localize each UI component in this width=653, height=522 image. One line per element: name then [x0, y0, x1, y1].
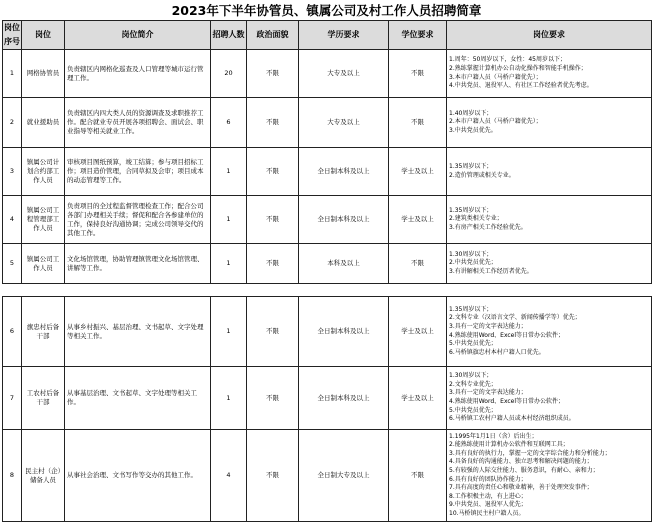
requirement-item: 1.35周岁以下；: [449, 305, 493, 313]
education-requirement: 本科及以上: [299, 244, 389, 284]
degree-requirement: 学士及以上: [389, 367, 447, 430]
education-requirement: 全日制本科及以上: [299, 297, 389, 367]
post-number: 3: [3, 148, 22, 196]
post-requirements: [447, 244, 652, 284]
requirement-item: 2.中共党员优先；: [449, 259, 497, 267]
post-intro: 从事乡村振兴、基层治理、文书起草、文字处理等相关工作。: [65, 297, 211, 367]
post-number: 2: [3, 98, 22, 148]
requirement-item: 4.具备良好的沟通能力、独立思考和解决问题的能力；: [449, 458, 593, 466]
header-degree: 学位要求: [389, 21, 447, 50]
requirement-item: 3.本市户籍人员（马桥户籍优先）；: [449, 73, 542, 81]
requirement-item: 3.具有一定的文字表达能力；: [449, 389, 527, 397]
header-count: 招聘人数: [211, 21, 247, 50]
requirement-item: 1.周年：50周岁以下，女性：45周岁以下；: [449, 56, 566, 64]
post-intro: 从事基层治理、文书起草、文字处理等相关工作。: [65, 367, 211, 430]
requirement-item: 1.35周岁以下；: [449, 206, 493, 214]
header-post: 岗位: [22, 21, 65, 50]
hire-count: 1: [211, 148, 247, 196]
requirement-item: 1.35周岁以下；: [449, 162, 493, 170]
education-requirement: 大专及以上: [299, 50, 389, 98]
header-row: [3, 21, 652, 50]
requirement-item: 10.马桥镇民主村户籍人员。: [449, 509, 525, 517]
education-requirement: 全日制本科及以上: [299, 196, 389, 244]
political-status: 不限: [247, 196, 299, 244]
post-name: 镇属公司工程管理部工作人员: [22, 196, 65, 244]
post-number: 7: [3, 367, 22, 430]
political-status: 不限: [247, 297, 299, 367]
degree-requirement: 学士及以上: [389, 297, 447, 367]
post-intro: 负责辖区内四大类人员的资源调查及求职推荐工作。配合就业专员开展各项招聘会、面试会、职业指导等相关就业工作。: [65, 98, 211, 148]
post-intro: 负责辖区内网格化巡查及人口管理等城市运行管理工作。: [65, 50, 211, 98]
header-education: 学历要求: [299, 21, 389, 50]
requirement-item: 8.工作积极主动，有上进心；: [449, 492, 527, 500]
political-status: 不限: [247, 367, 299, 430]
table-row: [3, 98, 652, 148]
table-row: [3, 297, 652, 367]
post-intro: 从事社会治理、文书写作等交办的其他工作。: [65, 430, 211, 522]
hire-count: 4: [211, 430, 247, 522]
header-political: 政治面貌: [247, 21, 299, 50]
requirement-item: 4.熟练使用Word、Excel等日常办公软件；: [449, 398, 565, 405]
post-number: 5: [3, 244, 22, 284]
page-title: 2023年下半年协管员、镇属公司及村工作人员招聘简章: [171, 3, 482, 18]
requirement-item: 3.有房产相关工作经验优先。: [449, 223, 527, 231]
requirement-item: 7.具有高度的责任心和敬业精神，善于处理突发事件；: [449, 484, 593, 492]
requirement-item: 2.熟练掌握计算机办公自动化操作和智能手机操作；: [449, 64, 587, 72]
table-row: [3, 148, 652, 196]
requirement-item: 2.本市户籍人员（马桥户籍优先）；: [449, 118, 542, 126]
requirement-item: 2.文科专业（汉语言文学、新闻传播学等）优先；: [449, 314, 581, 322]
post-number: 6: [3, 297, 22, 367]
requirement-item: 4.熟练使用Word、Excel等日常办公软件；: [449, 331, 565, 339]
post-requirements: [447, 196, 652, 244]
table-row: [3, 430, 652, 522]
post-name: 工农村后备干部: [22, 367, 65, 430]
requirement-item: 9.中共党员、退役军人优先；: [449, 501, 527, 509]
post-name: 民主村（企）储备人员: [22, 430, 65, 522]
hire-count: 1: [211, 297, 247, 367]
requirement-item: 5.中共党员优先；: [449, 406, 497, 414]
requirement-item: 3.具有良好的执行力，掌握一定的文字综合能力和分析能力；: [449, 449, 611, 457]
post-name: 旗忠村后备干部: [22, 297, 65, 367]
requirement-item: 6.马桥镇旗忠村本村户籍人口优先。: [449, 348, 545, 356]
post-intro: 负责项目的全过程监督管理检查工作；配合公司各部门办理相关手续；督促和配合各参建单位的工作，保持良好沟通协调；完成公司领导交代的其他工作。: [65, 196, 211, 244]
requirement-item: 1.1995年1月1日（含）后出生；: [449, 432, 538, 440]
hire-count: 6: [211, 98, 247, 148]
recruitment-table: [2, 20, 652, 522]
degree-requirement: 不限: [389, 430, 447, 522]
degree-requirement: 不限: [389, 98, 447, 148]
post-requirements: [447, 148, 652, 196]
section-gap: [3, 284, 652, 297]
requirement-item: 2.建筑类相关专业；: [449, 215, 503, 223]
requirement-item: 3.有讲解相关工作经历者优先。: [449, 267, 533, 275]
hire-count: 1: [211, 367, 247, 430]
requirement-item: 1.40周岁以下；: [449, 109, 493, 117]
post-intro: 审核项目图纸预算，竣工结算；参与项目招标工作；项目造价管理，合同草拟及会审；项目成本的动态管理等工作。: [65, 148, 211, 196]
political-status: 不限: [247, 148, 299, 196]
requirement-item: 6.具有良好的团队协作能力；: [449, 475, 527, 483]
hire-count: 1: [211, 244, 247, 284]
post-number: 4: [3, 196, 22, 244]
header-requirements: 岗位要求: [447, 21, 652, 50]
political-status: 不限: [247, 244, 299, 284]
education-requirement: 全日制本科及以上: [299, 367, 389, 430]
post-name: 镇属公司工作人员: [22, 244, 65, 284]
table-row: [3, 196, 652, 244]
requirement-item: 2.文科专业优先；: [449, 380, 497, 388]
post-number: 1: [3, 50, 22, 98]
requirement-item: 5.有较强的人际交往能力、服务意识，有耐心、亲和力；: [449, 466, 599, 474]
post-requirements: [447, 50, 652, 98]
post-requirements: [447, 98, 652, 148]
table-row: [3, 367, 652, 430]
education-requirement: 大专及以上: [299, 98, 389, 148]
post-number: 8: [3, 430, 22, 522]
degree-requirement: 学士及以上: [389, 148, 447, 196]
header-intro: 岗位简介: [65, 21, 211, 50]
post-intro: 文化场馆管理，协助管理镇管理文化场馆管理、讲解等工作。: [65, 244, 211, 284]
requirement-item: 3.具有一定的文字表达能力；: [449, 322, 527, 330]
post-name: 镇属公司计划合约部工作人员: [22, 148, 65, 196]
requirement-item: 1.30周岁以下；: [449, 250, 493, 258]
table-row: [3, 50, 652, 98]
post-name: 就业援助员: [22, 98, 65, 148]
requirement-item: 3.中共党员优先。: [449, 126, 497, 134]
post-requirements: [447, 430, 652, 522]
requirement-item: 4.中共党员、退役军人、有社区工作经验者优先考虑。: [449, 82, 593, 90]
post-requirements: [447, 297, 652, 367]
header-no: 岗位序号: [3, 21, 22, 50]
degree-requirement: 学士及以上: [389, 196, 447, 244]
table-row: [3, 244, 652, 284]
requirement-item: 1.30周岁以下；: [449, 372, 493, 380]
political-status: 不限: [247, 50, 299, 98]
hire-count: 20: [211, 50, 247, 98]
education-requirement: 全日制大专及以上: [299, 430, 389, 522]
requirement-item: 5.中共党员优先；: [449, 340, 497, 348]
political-status: 不限: [247, 430, 299, 522]
political-status: 不限: [247, 98, 299, 148]
requirement-item: 2.造价管理或相关专业。: [449, 171, 515, 179]
post-requirements: [447, 367, 652, 430]
requirement-item: 6.马桥镇工农村户籍人员或本村经济组织成员。: [449, 415, 575, 423]
post-name: 网格协管员: [22, 50, 65, 98]
hire-count: 1: [211, 196, 247, 244]
education-requirement: 全日制本科及以上: [299, 148, 389, 196]
requirement-item: 2.能熟练使用计算机办公软件和互联网工具；: [449, 441, 569, 449]
degree-requirement: 不限: [389, 50, 447, 98]
degree-requirement: 不限: [389, 244, 447, 284]
